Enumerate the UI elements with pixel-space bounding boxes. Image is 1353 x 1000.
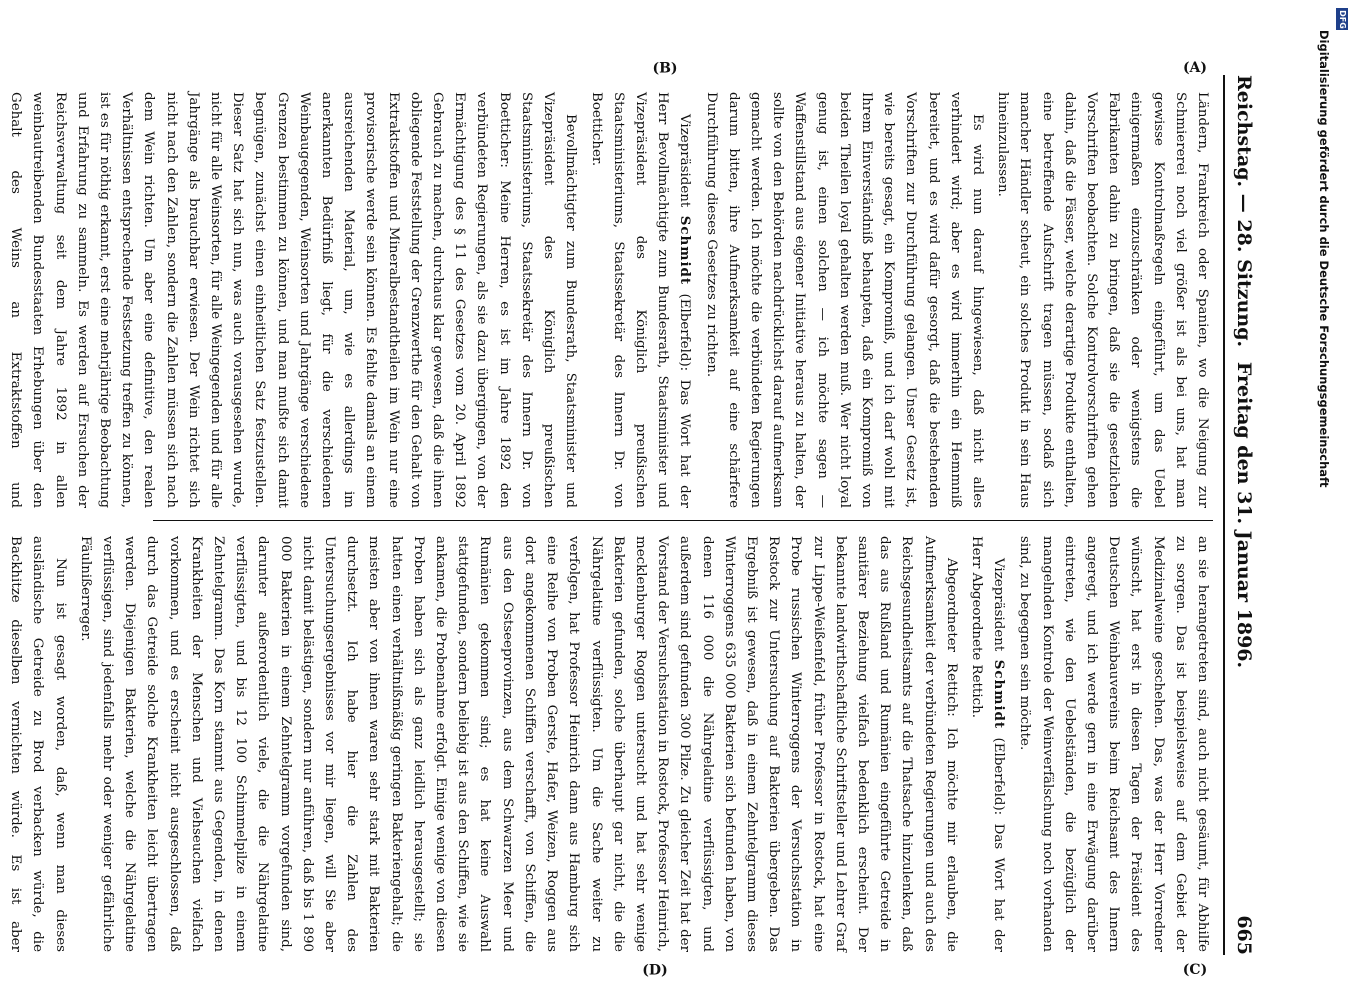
speaker-1-text: (Elberfeld): Das Wort hat der Herr Bevollmächtigte zum Bundesrath, Staatsminister und Vizepräsident des Königlich preußischen Staatsministeriums, Staatssekretär des Innern Dr. von Boetticher.: [588, 92, 693, 508]
left-paragraph-3: Bevollmächtigter zum Bundesrath, Staatsminister und Vizepräsident des Königlich preußischen Staatsministeriums, Staatssekretär des Innern Dr. von Boetticher: Meine Herren, es ist im Jahre 1892 den verbündeten Regierungen, als sie dazu übergingen, von der Ermächtigung des § 11 des Gesetzes vom 20. April 1892 Gebrauch zu machen, durchaus klar gewesen, daß die ihnen obliegende Feststellung der Grenzwerthe für den Gehalt von Extraktstoffen und Mineralbestandtheilen im Wein nur eine provisorische werde sein können. Es fehlte damals an einem ausreichenden Material, um, wie es allerdings im anerkannten Bedürfniß liegt, für die verschiedenen Weinbaugegenden, Weinsorten und Jahrgänge verschiedene Grenzen bestimmen zu können, und man mußte sich damit begnügen, zunächst einen einheitlichen Satz festzustellen. Dieser Satz hat sich nun, was auch vorausgesehen wurde, nicht für alle Weinsorten, für alle Weingegenden und für alle Jahrgänge als brauchbar erwiesen. Der Wein richtet sich nicht nach den Zahlen, sondern die Zahlen müssen sich nach dem Wein richten. Um aber eine definitive, den realen Verhältnissen entsprechende Festsetzung treffen zu können, ist es für nöthig erkannt, erst eine mehrjährige Beobachtung und Erfahrung zu sammeln. Es werden auf Ersuchen der Reichsverwaltung seit dem Jahre 1892 in allen weinbautreibenden Bundesstaaten Erhebungen über den Gehalt des Weins an Extraktstoffen und: [8, 92, 579, 508]
dfg-logo: [1336, 8, 1348, 30]
right-paragraph-1: an sie herangetreten sind, auch nicht gesäumt, für Abhilfe zu sorgen. Das ist beispielsweise auf dem Gebiet der Medizinalweine geschehen. Das, was der Herr Vorredner wünscht, hat erst in diesen Tagen der Präsident des Deutschen Weinbauvereins beim Reichsamt des Innern angeregt, und ich werde gern in eine Erwägung darüber eintreten, wie den Uebelständen, die bezüglich der mangelnden Kontrole der Weinverfälschung noch vorhanden sind, zu begegnen sein möchte.: [1017, 536, 1210, 952]
header-rule: [1223, 75, 1225, 955]
page-header: [1225, 75, 1261, 955]
speaker-2-name: Schmidt: [991, 659, 1008, 730]
margin-marker-c: (C): [1182, 962, 1208, 979]
dfg-logo-text: DFG: [1337, 9, 1347, 29]
margin-marker-d: (D): [642, 962, 668, 979]
left-column: [8, 92, 1213, 508]
margin-marker-a: (A): [1182, 60, 1208, 77]
margin-marker-b: (B): [652, 60, 678, 77]
speaker-note-1: [584, 92, 696, 508]
right-column: [8, 536, 1213, 952]
right-paragraph-3: Nun ist gesagt worden, daß, wenn man dieses ausländische Getreide zu Brod verbacken würde, die Backhitze dieselben vernichten würde. Es ist aber: [8, 536, 68, 952]
speaker-2-prefix: Vizepräsident: [991, 558, 1007, 652]
speaker-1-name: Schmidt: [677, 215, 694, 286]
header-session: Reichstag. — 28. Sitzung.: [1233, 75, 1255, 348]
right-paragraph-2: Abgeordneter Rettich: Ich möchte mir erlauben, die Aufmerksamkeit der verbündeten Regierungen und auch des Reichsgesundheitsamts auf die Thatsache hinzulenken, daß das aus Rußland und Rumänien eingeführte Getreide in sanitärer Beziehung vielfach bedenklich erscheint. Der bekannte landwirthschaftliche Schriftsteller und Lehrer Graf zur Lippe-Weißenfeld, früher Professor in Rostock, hat eine Probe russischen Winterroggens der Versuchsstation in Rostock zur Untersuchung auf Bakterien übergeben. Das Ergebniß ist gewesen, daß in einem Zehntelgramm dieses Winterroggens 635 000 Bakterien sich befunden haben, von denen 116 000 die Nährgelatine verflüssigten, und außerdem sind gefunden 300 Pilze. Zu gleicher Zeit hat der Vorstand der Versuchsstation in Rostock, Professor Heinrich, mecklenburger Roggen untersucht und hat sehr wenige Bakterien gefunden, solche überhaupt gar nicht, die die Nährgelatine verflüssigten. Um die Sache weiter zu verfolgen, hat Professor Heinrich dann aus Hamburg sich eine Reihe von Proben Gerste, Hafer, Weizen, Roggen aus dort angekommenen Schiffen verschafft, von Schiffen, die aus den Ostseeprovinzen, aus dem Schwarzen Meer und Rumänien gekommen sind; es hat keine Auswahl stattgefunden, sondern beliebig ist aus den Schiffen, wie sie ankamen, die Probenahme erfolgt. Einige wenige von diesen Proben haben sich als ganz leidlich herausgestellt; sie hatten einen verhältnißmäßig geringen Bakteriengehalt; die meisten aber von ihnen waren sehr stark mit Bakterien durchsetzt. Ich habe hier die Zahlen des Untersuchungsergebnisses vor mir liegen, will Sie aber nicht damit belästigen, sondern nur anführen, daß bis 1 890 000 Bakterien in einem Zehntelgramm vorgefunden sind, darunter außerordentlich viele, die die Nährgelatine verflüssigten, und bis 12 100 Schimmelpilze in einem Zehntelgramm. Das Korn stammt aus Gegenden, in denen Krankheiten der Menschen und Viehseuchen vielfach vorkommen, und es erscheint nicht ausgeschlossen, daß durch das Getreide solche Krankheiten leicht übertragen werden. Diejenigen Bakterien, welche die Nährgelatine verflüssigen, sind jedenfalls mehr oder weniger gefährliche Fäulnißerreger.: [77, 536, 959, 952]
column-divider: [153, 520, 1213, 521]
digitization-note: Digitalisierung gefördert durch die Deutsche Forschungsgemeinschaft: [1317, 30, 1331, 488]
speaker-1-prefix: Vizepräsident: [677, 114, 693, 208]
header-date: Freitag den 31. Januar 1896.: [1233, 361, 1255, 669]
speaker-2-text: (Elberfeld): Das Wort hat der Herr Abgeordnete Rettich.: [968, 536, 1007, 952]
left-paragraph-2: Es wird nun darauf hingewiesen, daß nicht alles verhindert wird; aber es wird immerhin ein Hemmniß bereitet, und es wird dafür gesorgt, daß die bestehenden Vorschriften zur Durchführung gelangen. Unser Gesetz ist, wie bereits gesagt, ein Kompromiß, und ich darf wohl mit Ihrem Einverständniß behaupten, daß ein Kompromiß von beiden Theilen loyal gehalten werden muß. Wer nicht loyal genug ist, einen solchen — ich möchte sagen — Waffenstillstand aus eigener Initiative heraus zu halten, der sollte von den Behörden nachdrücklichst darauf aufmerksam gemacht werden. Ich möchte die verbündeten Regierungen darum bitten, ihre Aufmerksamkeit auf eine schärfere Durchführung dieses Gesetzes zu richten.: [703, 92, 985, 508]
speaker-note-2: [965, 536, 1010, 952]
left-paragraph-1: Ländern, Frankreich oder Spanien, wo die Neigung zur Schmiererei noch viel größer ist als bei uns, hat man gewisse Kontrolmaßregeln eingeführt, um das Uebel einigermaßen einzuschränken oder wenigstens die Fabrikanten dahin zu bringen, daß sie die gesetzlichen Vorschriften beobachten. Solche Kontrolvorschriften gehen dahin, daß die Fässer, welche derartige Produkte enthalten, eine betreffende Aufschrift tragen müssen, sodaß sich mancher Händler scheut, ein solches Produkt in sein Haus hineinzulassen.: [995, 92, 1210, 508]
page-number: 665: [1233, 915, 1255, 955]
